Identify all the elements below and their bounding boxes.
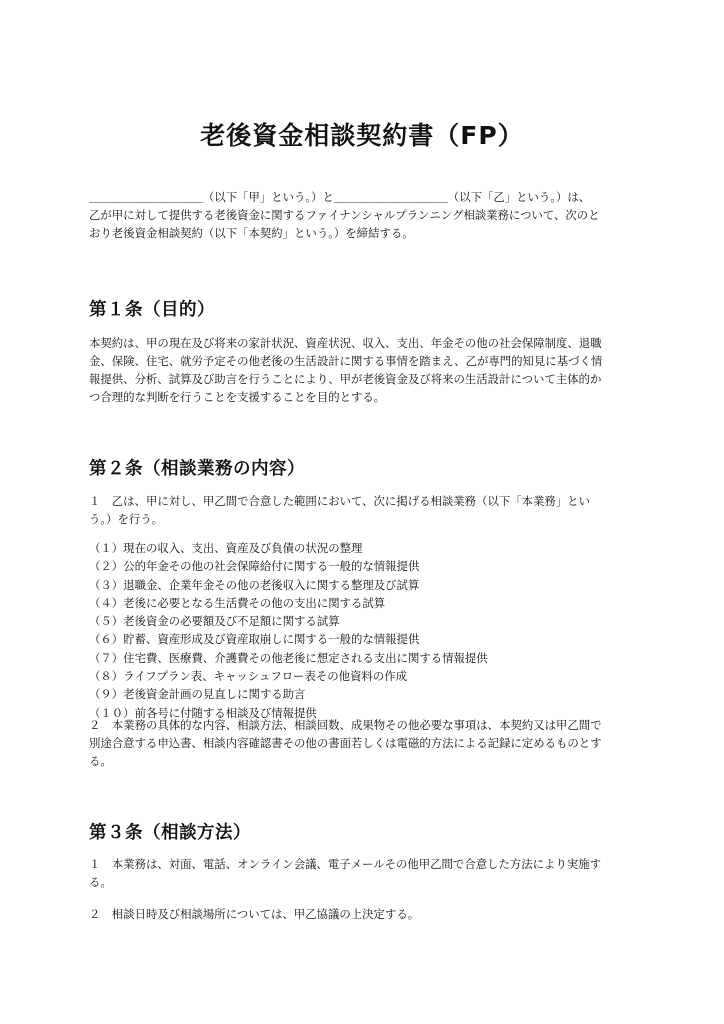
article1-line: つ合理的な判断を行うことを支援することを目的とする。 [89,390,386,404]
list-item: （５）老後資金の必要額及び不足額に関する試算 [89,614,340,629]
article1-line: 報提供、分析、試算及び助言を行うことにより、甲が老後資金及び将来の生活設計について主体的か [89,372,602,386]
article3-paragraph-1 [89,855,637,891]
article2-para2-line: る。 [89,754,112,768]
list-item: （９）老後資金計画の見直しに関する助言 [89,687,306,702]
list-item: （２）公的年金その他の社会保障給付に関する一般的な情報提供 [89,559,420,574]
article2-paragraph-1 [89,492,637,528]
article3-para2-line: ２ 相談日時及び相談場所については、甲乙協議の上決定する。 [89,907,420,921]
intro-line: 乙が甲に対して提供する老後資金に関するファイナンシャルプランニング相談業務について、次のと [89,208,600,222]
article2-heading: 第２条（相談業務の内容） [89,459,305,479]
list-item: （６）貯蓄、資産形成及び資産取崩しに関する一般的な情報提供 [89,632,420,647]
article2-para1-line: １ 乙は、甲に対し、甲乙間で合意した範囲において、次に掲げる相談業務（以下「本業務」とい [89,494,590,508]
article3-paragraph-2 [89,905,637,923]
article2-para2-line: 別途合意する申込書、相談内容確認書その他の書面若しくは電磁的方法による記録に定めるものとす [89,736,602,750]
article2-para1-line: う。）を行う。 [89,512,164,526]
article1-paragraph [89,334,637,406]
list-item: （４）老後に必要となる生活費その他の支出に関する試算 [89,595,386,610]
article1-line: 本契約は、甲の現在及び将来の家計状況、資産状況、収入、支出、年金その他の社会保障制度、退職 [89,336,602,350]
article2-para2-line: ２ 本業務の具体的な内容、相談方法、相談回数、成果物その他必要な事項は、本契約又は甲乙間で [89,718,602,732]
intro-paragraph [89,188,637,242]
article3-para1-line: １ 本業務は、対面、電話、オンライン会議、電子メールその他甲乙間で合意した方法により実施す [89,857,602,871]
intro-line: ＿＿＿＿＿＿＿＿＿＿（以下「甲」という。）と＿＿＿＿＿＿＿＿＿＿（以下「乙」という。）は、 [89,190,591,204]
list-item: （１０）前各号に付随する相談及び情報提供 [89,705,317,720]
document-title: 老後資金相談契約書（FP） [200,121,524,150]
intro-line: おり老後資金相談契約（以下「本契約」という。）を締結する。 [89,226,414,240]
article2-item-list [89,539,637,722]
article1-line: 金、保険、住宅、就労予定その他老後の生活設計に関する事情を踏まえ、乙が専門的知見に基づく情 [89,354,603,368]
list-item: （８）ライフプラン表、キャッシュフロー表その他資料の作成 [89,669,408,684]
article3-heading: 第３条（相談方法） [89,823,251,843]
article1-heading: 第１条（目的） [89,300,215,320]
list-item: （７）住宅費、医療費、介護費その他老後に想定される支出に関する情報提供 [89,650,488,665]
list-item: （１）現在の収入、支出、資産及び負債の状況の整理 [89,541,363,555]
list-item: （３）退職金、企業年金その他の老後収入に関する整理及び試算 [89,577,420,592]
article3-para1-line: る。 [89,875,112,889]
article2-paragraph-2 [89,716,637,770]
